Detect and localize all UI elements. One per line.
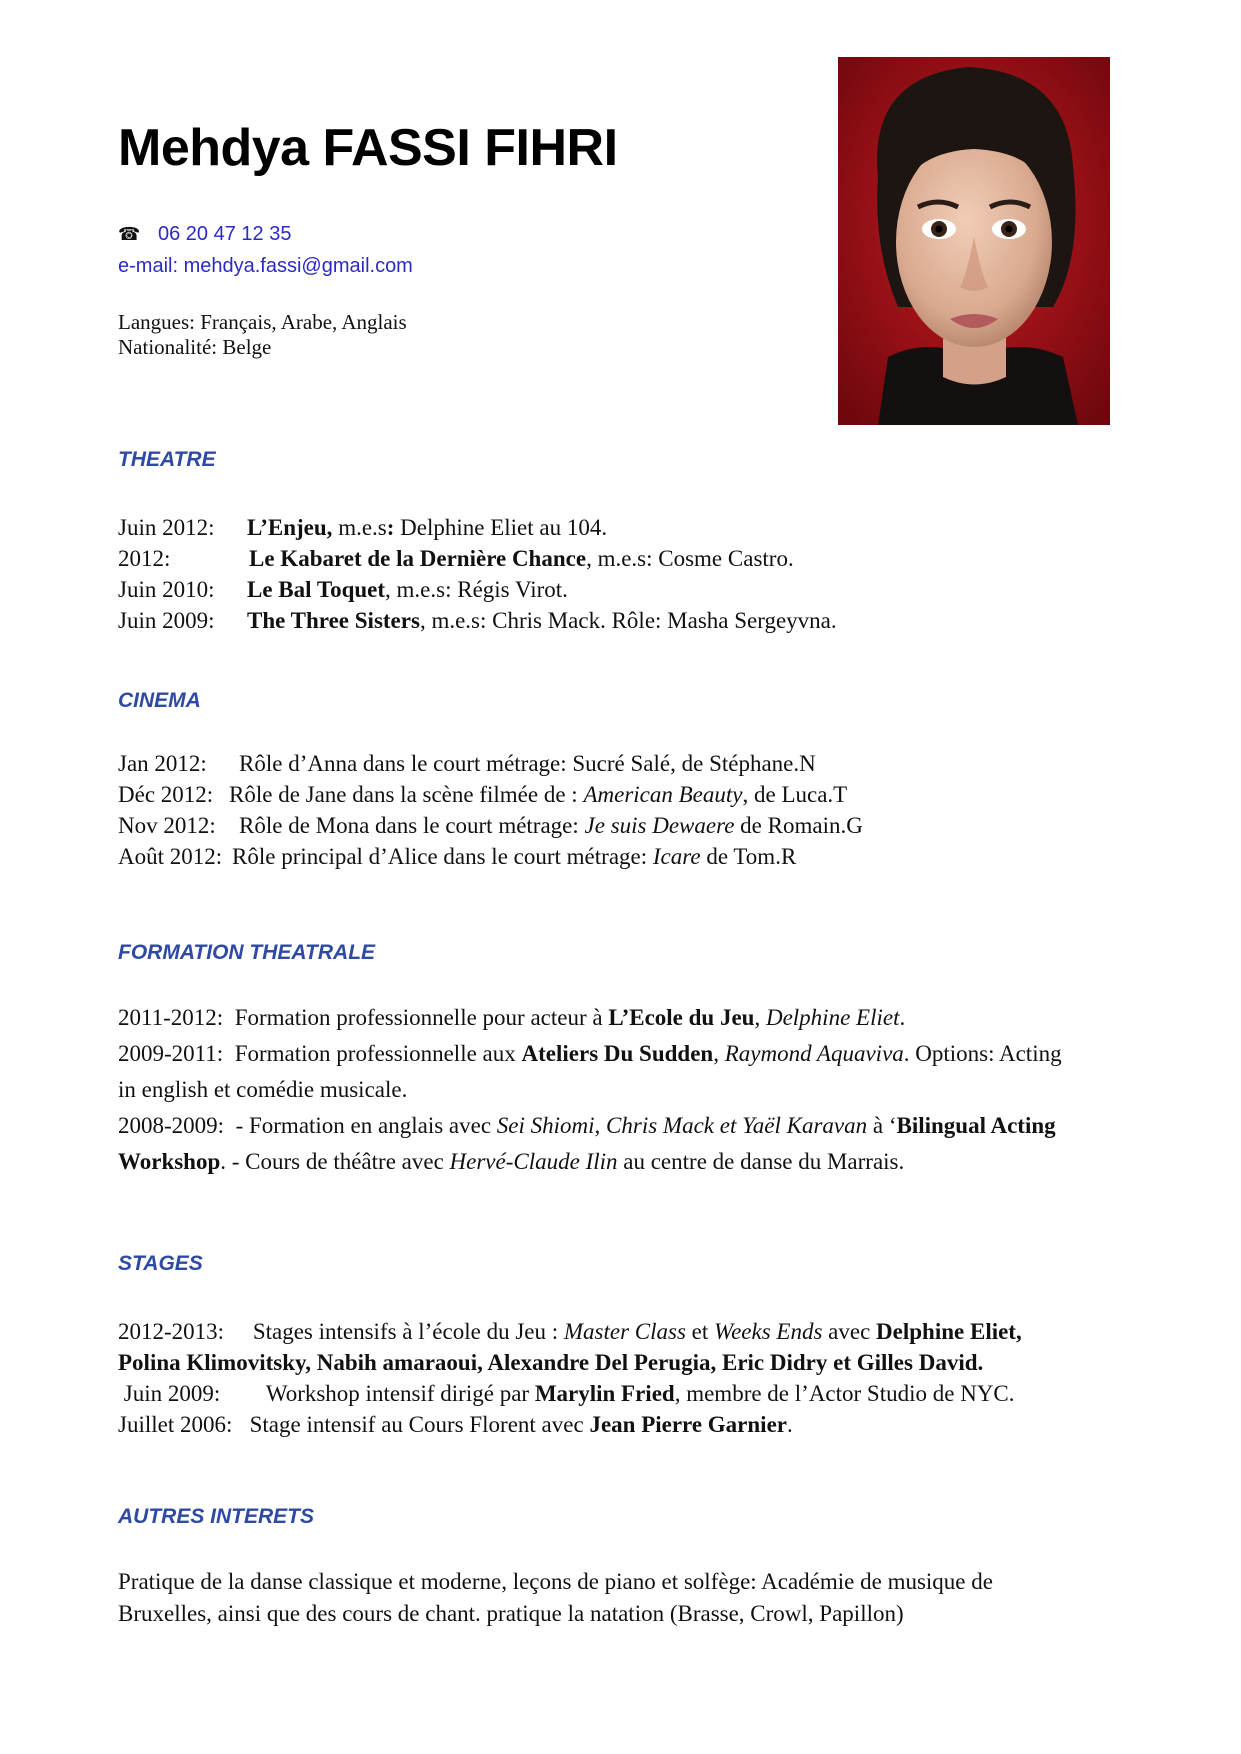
list-item: Juin 2009: Workshop intensif dirigé par Marylin Fried, membre de l’Actor Studio de NYC. xyxy=(123,1381,1015,1406)
list-item: 2012-2013: Stages intensifs à l’école du Jeu : Master Class et Weeks Ends avec Delphine Eliet, Polina Klimovitsky, Nabih amaraoui, Alexandre Del Perugia, Eric Didry et Gilles David. xyxy=(118,1319,1022,1375)
list-item: 2009-2011: Formation professionnelle aux Ateliers Du Sudden, Raymond Aquaviva. Options: Acting in english et comédie musicale. xyxy=(118,1041,1062,1102)
languages-value: Français, Arabe, Anglais xyxy=(200,310,407,334)
formation-entries xyxy=(118,1000,1078,1180)
stages-entries xyxy=(118,1316,1078,1440)
nationality-value: Belge xyxy=(222,335,272,359)
section-title-theatre: THEATRE xyxy=(118,448,216,471)
personal-info xyxy=(118,310,407,360)
list-item: 2008-2009: - Formation en anglais avec Sei Shiomi, Chris Mack et Yaël Karavan à ‘Bilingual Acting Workshop. - Cours de théâtre avec Hervé-Claude Ilin au centre de danse du Marrais. xyxy=(118,1113,1056,1174)
section-title-cinema: CINEMA xyxy=(118,689,201,712)
telephone-icon: ☎ xyxy=(118,224,141,244)
list-item: Juillet 2006: Stage intensif au Cours Florent avec Jean Pierre Garnier. xyxy=(118,1412,793,1437)
email-address[interactable]: mehdya.fassi@gmail.com xyxy=(183,255,413,277)
contact-block xyxy=(118,218,413,282)
email-label: e-mail: xyxy=(118,255,179,277)
portrait-illustration xyxy=(838,57,1110,425)
list-item: 2011-2012: Formation professionnelle pour acteur à L’Ecole du Jeu, Delphine Eliet. xyxy=(118,1005,906,1030)
nationality-line: Nationalité: Belge xyxy=(118,335,272,359)
section-title-stages: STAGES xyxy=(118,1252,203,1275)
languages-line: Langues: Français, Arabe, Anglais xyxy=(118,310,407,334)
phone-line xyxy=(118,218,413,250)
interets-text: Pratique de la danse classique et moderne, leçons de piano et solfège: Académie de musique de Bruxelles, ainsi que des cours de chant. pratique la natation (Brasse, Crowl, Papillon) xyxy=(118,1569,993,1626)
phone-number[interactable]: 06 20 47 12 35 xyxy=(158,223,292,245)
section-title-formation: FORMATION THEATRALE xyxy=(118,941,376,964)
section-title-interets: AUTRES INTERETS xyxy=(118,1505,315,1528)
portrait-photo xyxy=(838,57,1110,425)
email-line xyxy=(118,250,413,282)
candidate-name: Mehdya FASSI FIHRI xyxy=(118,119,618,177)
